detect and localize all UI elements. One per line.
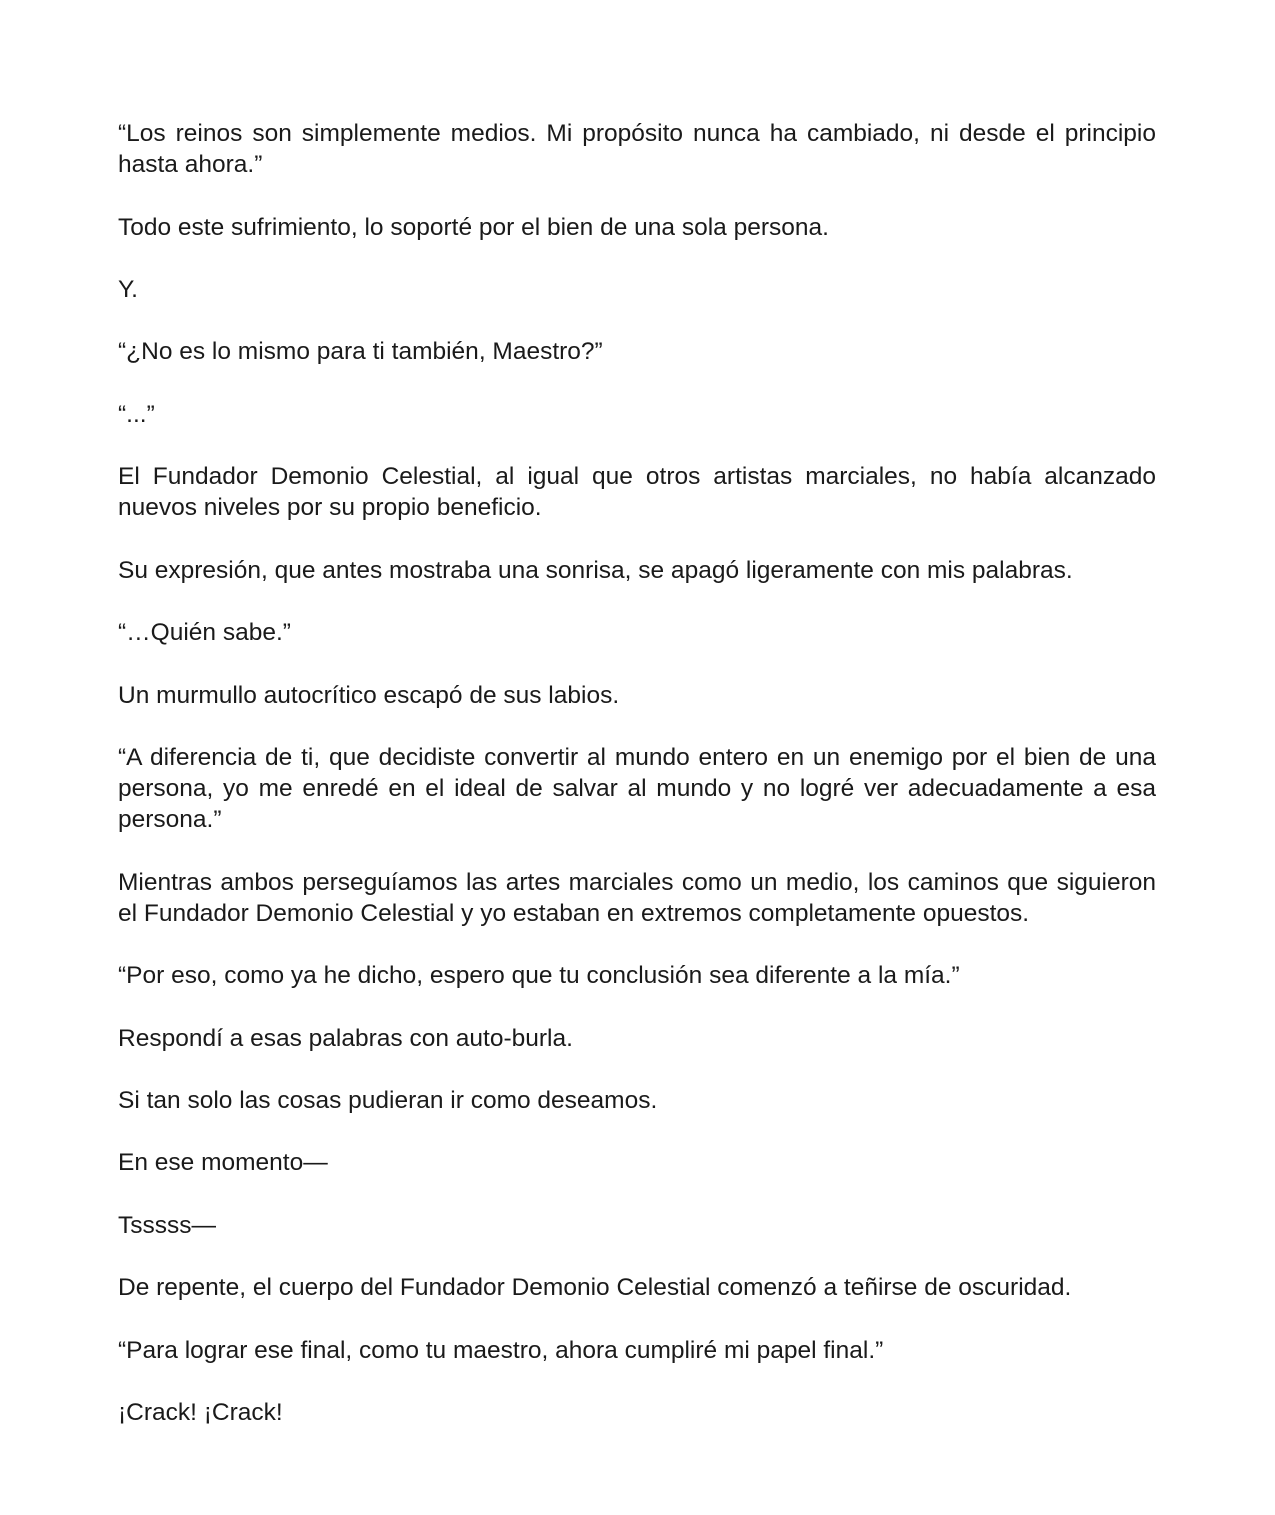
paragraph: “A diferencia de ti, que decidiste convertir al mundo entero en un enemigo por el bien de una persona, yo me enredé en el ideal de salvar al mundo y no logré ver adecuadamente a esa persona.” <box>118 743 1156 834</box>
paragraph: “…Quién sabe.” <box>118 619 291 647</box>
paragraph: “Por eso, como ya he dicho, espero que tu conclusión sea diferente a la mía.” <box>118 962 960 990</box>
paragraph: El Fundador Demonio Celestial, al igual que otros artistas marciales, no había alcanzado nuevos niveles por su propio beneficio. <box>118 463 1156 522</box>
paragraph: Mientras ambos perseguíamos las artes marciales como un medio, los caminos que siguieron el Fundador Demonio Celestial y yo estaban en extremos completamente opuestos. <box>118 868 1156 927</box>
paragraph: Todo este sufrimiento, lo soporté por el bien de una sola persona. <box>118 213 829 241</box>
paragraph: “¿No es lo mismo para ti también, Maestro?” <box>118 338 603 366</box>
paragraph: “...” <box>118 400 155 428</box>
paragraph: Respondí a esas palabras con auto-burla. <box>118 1024 573 1052</box>
paragraph: Un murmullo autocrítico escapó de sus labios. <box>118 681 620 709</box>
paragraph: “Para lograr ese final, como tu maestro, ahora cumpliré mi papel final.” <box>118 1336 884 1364</box>
paragraph: Si tan solo las cosas pudieran ir como deseamos. <box>118 1087 658 1115</box>
paragraph: En ese momento— <box>118 1149 328 1177</box>
paragraph: ¡Crack! ¡Crack! <box>118 1399 283 1427</box>
paragraph: Su expresión, que antes mostraba una sonrisa, se apagó ligeramente con mis palabras. <box>118 556 1073 584</box>
paragraph: De repente, el cuerpo del Fundador Demonio Celestial comenzó a teñirse de oscuridad. <box>118 1274 1072 1302</box>
paragraph: “Los reinos son simplemente medios. Mi propósito nunca ha cambiado, ni desde el principio hasta ahora.” <box>118 120 1156 179</box>
paragraph: Y. <box>118 275 138 303</box>
document-page <box>118 118 1156 1428</box>
paragraph: Tsssss— <box>118 1211 216 1239</box>
